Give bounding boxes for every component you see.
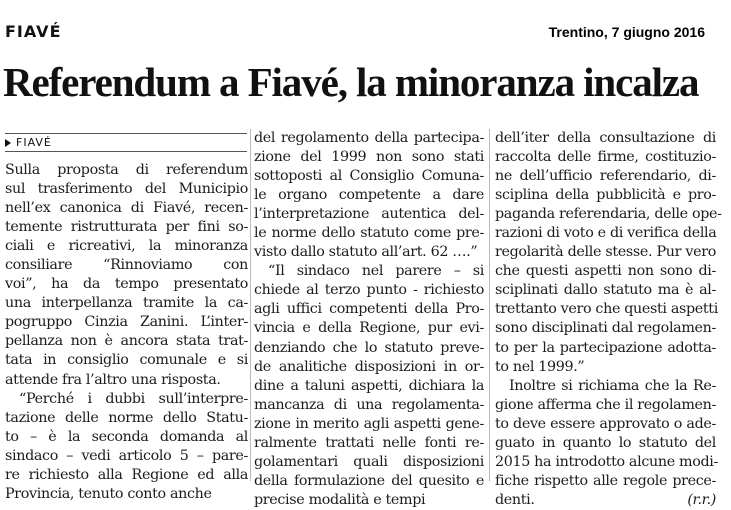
article-line: nell’ex canonica di Fiavé, recen- [5, 200, 248, 217]
article-line: sciplina della pubblicità e pro- [495, 187, 716, 204]
dateline-triangle-icon [5, 139, 11, 147]
article-line: golamentari quali disposizioni [254, 453, 484, 470]
article-line: tata in consiglio comunale e si [5, 352, 248, 369]
source-date: Trentino, 7 giugno 2016 [548, 24, 705, 40]
article-line: dell’iter della consultazione di [495, 130, 716, 146]
article-line: “Il sindaco nel parere – si [268, 263, 484, 280]
article-line: paganda referendaria, delle ope- [495, 206, 722, 223]
article-line: to – è la seconda domanda al [5, 428, 248, 445]
article-line: re richiesto alla Regione ed alla [5, 466, 248, 483]
article-line: visto dallo statuto all’art. 62 ….” [254, 244, 478, 261]
article-line: razioni di voto e di verifica della [495, 225, 717, 242]
article-line: de analitiche disposizioni in or- [254, 358, 484, 375]
article-line: attende fra l’altro una risposta. [5, 371, 221, 388]
article-line: temente ristrutturata per fini so- [5, 219, 248, 236]
article-line: Inoltre si richiama che la Re- [509, 377, 716, 394]
article-line: pogruppo Cinzia Zanini. L’inter- [5, 314, 248, 331]
article-line: una interpellanza tramite la ca- [5, 295, 248, 312]
article-line: sindaco – vedi articolo 5 – pare- [5, 447, 248, 464]
article-line: ralmente trattati nelle fonti re- [254, 434, 484, 451]
article-line: denziando che lo statuto preve- [254, 339, 484, 356]
article-line: voi”, ha da tempo presentato [5, 276, 248, 293]
article-line: chiede al terzo punto - richiesto [254, 282, 484, 299]
article-line: trettanto vero che questi aspetti [495, 301, 718, 318]
dateline [5, 133, 247, 152]
article-line: zione del 1999 non sono stati [254, 149, 484, 166]
article-line: le norme dello statuto come pre- [254, 225, 484, 242]
article-line: raccolta delle firme, costituzio- [495, 149, 716, 166]
article-line: denti. (r.r.) [495, 491, 716, 510]
article-line: tazione delle norme dello Statu- [5, 409, 248, 426]
article-line: to deve essere approvato o ade- [495, 415, 716, 432]
article-column-1 [5, 161, 248, 504]
article-line: precise modalità e tempi [254, 491, 426, 508]
dateline-label: FIAVÉ [16, 136, 52, 149]
article-line: “Perché i dubbi sull’interpre- [19, 390, 248, 407]
article-line: agli uffici competenti della Pro- [254, 301, 484, 318]
article-line: le organo competente a dare [254, 187, 484, 204]
article-line: zione in merito agli aspetti gene- [254, 415, 484, 432]
article-line: vincia e della Regione, pur evi- [254, 320, 484, 337]
author-signature: (r.r.) [687, 491, 716, 508]
article-line: sciplinati dallo statuto ma è al- [495, 282, 716, 299]
article-line: gione afferma che il regolamen- [495, 396, 716, 413]
article-column-3 [495, 129, 722, 510]
article-line: mancanza di una regolamenta- [254, 396, 484, 413]
headline: Referendum a Fiavé, la minoranza incalza [3, 59, 699, 105]
article-line: Sulla proposta di referendum [5, 162, 248, 178]
column-divider [489, 129, 490, 481]
article-line: del regolamento della partecipa- [254, 130, 484, 146]
article-line: Provincia, tenuto conto anche [5, 485, 212, 502]
article-column-2 [254, 129, 484, 510]
article-line: consiliare “Rinnoviamo con [5, 257, 248, 274]
column-divider [250, 129, 251, 481]
article-line: regolarità delle stesse. Pur vero [495, 244, 716, 261]
article-line: sul trasferimento del Municipio [5, 181, 248, 198]
article-line: pellanza non è ancora stata trat- [5, 333, 248, 350]
article-line: ne dell’ufficio referendario, di- [495, 168, 716, 185]
article-line: sottoposti al Consiglio Comuna- [254, 168, 484, 185]
article-line: fiche rispetto alle regole prece- [495, 472, 716, 489]
article-line: dine a taluni aspetti, dichiara la [254, 377, 484, 394]
article-line: della formulazione del quesito e [254, 472, 484, 489]
article-line: ciali e ricreativi, la minoranza [5, 238, 248, 255]
article-line: 2015 ha introdotto alcune modi- [495, 453, 718, 470]
article-line: guato in quanto lo statuto del [495, 434, 716, 451]
article-line: sono disciplinati dal regolamen- [495, 320, 716, 337]
article-line: che questi aspetti non sono di- [495, 263, 716, 280]
article-line: to per la partecipazione adotta- [495, 339, 716, 356]
article-line: l’interpretazione autentica del- [254, 206, 484, 223]
section-kicker: FIAVÉ [5, 22, 62, 41]
article-line: to nel 1999.” [495, 358, 585, 375]
